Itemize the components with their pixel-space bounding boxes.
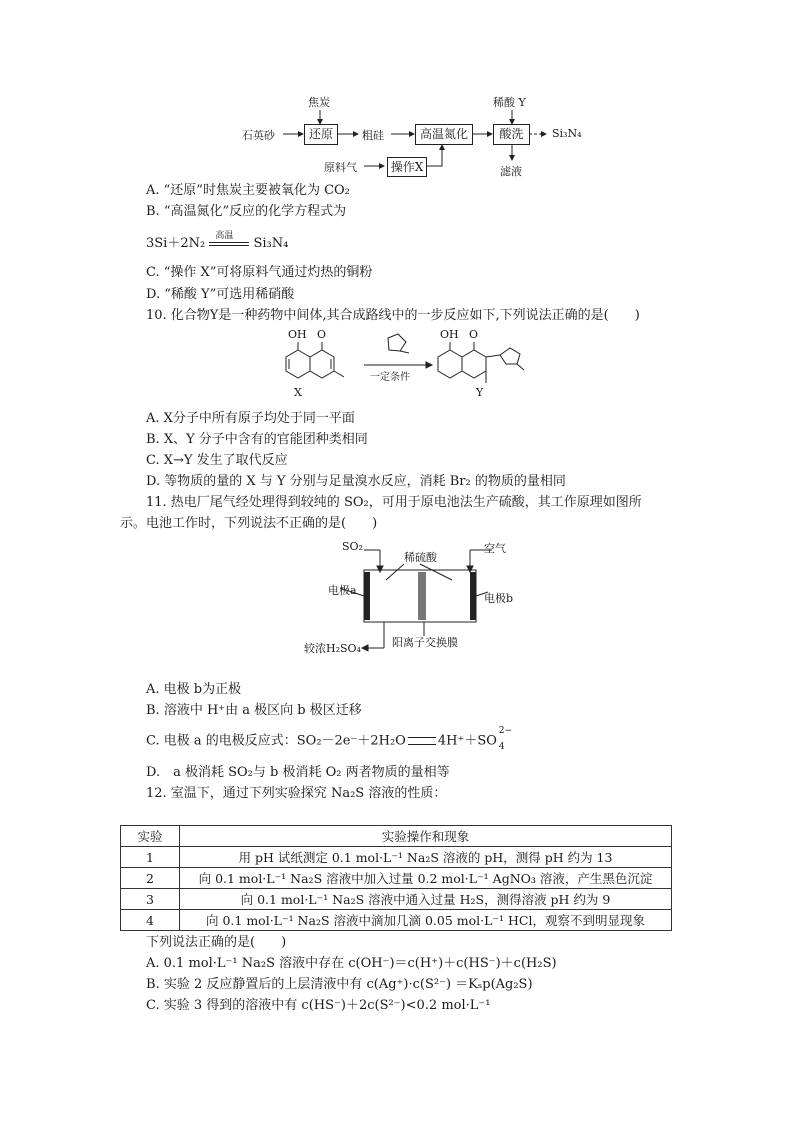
flow-filtrate-label: 滤液 xyxy=(500,165,522,178)
table-header-cell: 实验操作和现象 xyxy=(180,826,672,847)
q10-reaction-condition: 一定条件 xyxy=(370,372,410,383)
q11-option-c xyxy=(146,726,513,752)
q12-question: 下列说法正确的是( ) xyxy=(146,935,287,950)
q11-sulfate-charge xyxy=(497,726,513,752)
q11-option-b: B. 溶液中 H⁺由 a 极区向 b 极区迁移 xyxy=(146,703,362,718)
q11-stem-line2: 示。电池工作时，下列说法不正确的是( ) xyxy=(120,516,378,531)
flow-crude-si-label: 粗硅 xyxy=(362,129,384,142)
q10-x-oh: OH xyxy=(288,328,307,341)
table-cell: 1 xyxy=(121,847,180,868)
q10-reaction-scheme xyxy=(270,328,550,404)
q11-option-c-text-1: C. 电极 a 的电极反应式：SO₂－2e⁻＋2H₂O xyxy=(146,733,406,749)
q11-cell-diagram xyxy=(304,536,530,656)
table-cell: 向 0.1 mol·L⁻¹ Na₂S 溶液中通入过量 H₂S，测得溶液 pH 约为 9 xyxy=(180,889,672,910)
q11-electrode-b-label: 电极b xyxy=(484,592,514,605)
flow-product-label: Si₃N₄ xyxy=(552,127,582,140)
table-cell: 4 xyxy=(121,910,180,931)
table-row xyxy=(121,910,672,931)
table-header-cell: 实验 xyxy=(121,826,180,847)
q9-eq-reactants: 3Si＋2N₂ xyxy=(146,236,206,251)
q11-electrode-a-label: 电极a xyxy=(328,584,357,597)
q9-eq-product: Si₃N₄ xyxy=(253,236,289,251)
q11-option-a: A. 电极 b为正极 xyxy=(146,682,242,697)
q11-stem-line1: 11. 热电厂尾气经处理得到较纯的 SO₂，可用于原电池法生产硫酸，其工作原理如图所 xyxy=(146,495,642,510)
q11-so2-label: SO₂ xyxy=(342,540,363,553)
q11-option-c-text-2: 4H⁺＋SO xyxy=(437,733,497,749)
q10-y-oh: OH xyxy=(440,328,459,341)
flow-arrows xyxy=(0,0,794,180)
flow-dilute-acid-label: 稀酸 Y xyxy=(493,96,526,109)
q12-option-a: A. 0.1 mol·L⁻¹ Na₂S 溶液中存在 c(OH⁻)＝c(H⁺)＋c(HS⁻)＋c(H₂S) xyxy=(146,956,557,971)
table-cell: 向 0.1 mol·L⁻¹ Na₂S 溶液中滴加几滴 0.05 mol·L⁻¹ HCl，观察不到明显现象 xyxy=(180,910,672,931)
q9-equation xyxy=(146,232,288,252)
q10-stem: 10. 化合物Y是一种药物中间体,其合成路线中的一步反应如下,下列说法正确的是( ) xyxy=(146,308,640,323)
q11-membrane-label: 阳离子交换膜 xyxy=(392,636,458,649)
table-cell: 用 pH 试纸测定 0.1 mol·L⁻¹ Na₂S 溶液的 pH，测得 pH 约为 13 xyxy=(180,847,672,868)
q10-structures xyxy=(270,328,550,404)
q9-option-c: C. “操作 X”可将原料气通过灼热的铜粉 xyxy=(146,265,373,280)
flow-nitridation-box: 高温氮化 xyxy=(415,124,473,145)
q12-option-b: B. 实验 2 反应静置后的上层清液中有 c(Ag⁺)·c(S²⁻) ＝Kₛp(Ag₂S) xyxy=(146,977,533,992)
table-row xyxy=(121,889,672,910)
q9-option-a: A. “还原”时焦炭主要被氧化为 CO₂ xyxy=(146,183,350,198)
process-flow-diagram xyxy=(0,0,794,180)
q11-option-d: D. a 极消耗 SO₂与 b 极消耗 O₂ 两者物质的量相等 xyxy=(146,765,450,780)
table-row xyxy=(121,868,672,889)
q11-sulfate-subscript: 4 xyxy=(498,742,505,752)
table-cell: 3 xyxy=(121,889,180,910)
q9-option-b: B. “高温氮化”反应的化学方程式为 xyxy=(146,204,347,219)
q11-dilute-acid-label: 稀硫酸 xyxy=(404,551,437,564)
flow-coke-label: 焦炭 xyxy=(308,96,330,109)
q10-label-y: Y xyxy=(476,386,484,399)
q10-option-d: D. 等物质的量的 X 与 Y 分别与足量溴水反应，消耗 Br₂ 的物质的量相同 xyxy=(146,474,566,489)
table-cell: 2 xyxy=(121,868,180,889)
q9-eq-sign xyxy=(209,230,249,252)
table-row xyxy=(121,847,672,868)
q11-equals-sign xyxy=(408,737,436,745)
q12-stem: 12. 室温下，通过下列实验探究 Na₂S 溶液的性质： xyxy=(146,786,447,801)
q9-eq-condition: 高温 xyxy=(215,230,234,241)
q9-option-d: D. “稀酸 Y”可选用稀硝酸 xyxy=(146,287,295,302)
q10-y-carbonyl-o: O xyxy=(469,328,479,341)
q11-outlet-label: 较浓H₂SO₄ xyxy=(304,642,361,655)
flow-reduce-box: 还原 xyxy=(304,124,338,145)
q11-air-label: 空气 xyxy=(484,542,506,555)
flow-quartz-label: 石英砂 xyxy=(242,129,275,142)
q11-sulfate-superscript: 2− xyxy=(498,726,513,736)
flow-operation-x-box: 操作X xyxy=(387,157,427,177)
q12-option-c: C. 实验 3 得到的溶液中有 c(HS⁻)＋2c(S²⁻)<0.2 mol·L⁻¹ xyxy=(146,998,491,1013)
flow-acid-wash-box: 酸洗 xyxy=(493,124,530,145)
table-header-row xyxy=(121,826,672,847)
q10-option-c: C. X→Y 发生了取代反应 xyxy=(146,453,288,468)
q10-label-x: X xyxy=(294,386,302,399)
q10-option-a: A. X分子中所有原子均处于同一平面 xyxy=(146,411,355,426)
table-cell: 向 0.1 mol·L⁻¹ Na₂S 溶液中加入过量 0.2 mol·L⁻¹ AgNO₃ 溶液，产生黑色沉淀 xyxy=(180,868,672,889)
q10-option-b: B. X、Y 分子中含有的官能团种类相同 xyxy=(146,432,368,447)
q10-x-carbonyl-o: O xyxy=(317,328,327,341)
q12-experiment-table xyxy=(120,825,672,931)
flow-feed-gas-label: 原料气 xyxy=(324,161,357,174)
